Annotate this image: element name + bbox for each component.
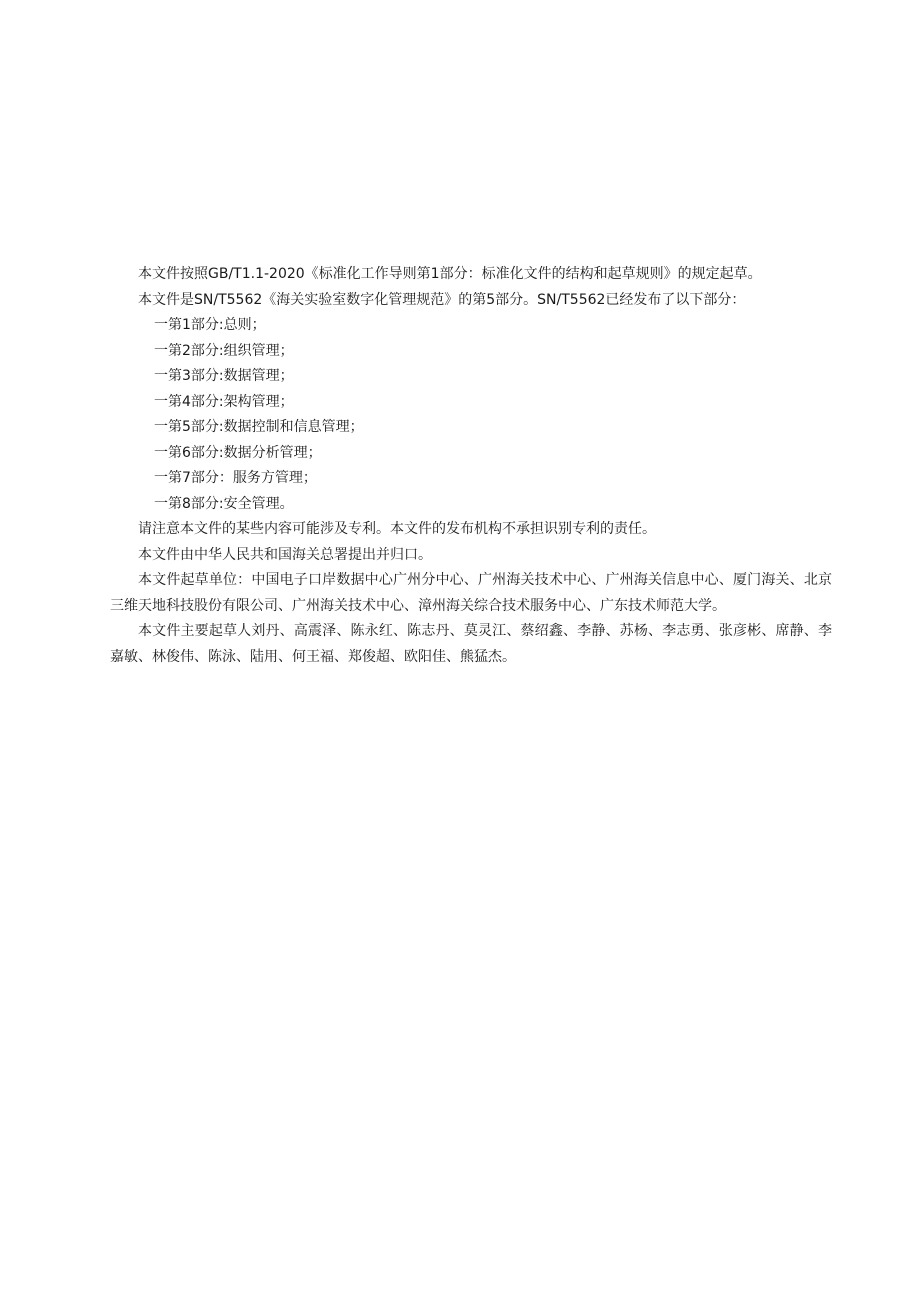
drafters-paragraph: 本文件主要起草人刘丹、高震泽、陈永红、陈志丹、莫灵江、蔡绍鑫、李静、苏杨、李志勇、张彦彬、席静、李嘉敏、林俊伟、陈泳、陆用、何王福、郑俊超、欧阳佳、熊猛杰。 bbox=[110, 623, 832, 665]
list-item: 一第3部分:数据管理； bbox=[154, 368, 294, 384]
list-item: 一第7部分：服务方管理； bbox=[154, 470, 317, 486]
drafting-rule-paragraph: 本文件按照GB/T1.1-2020《标准化工作导则第1部分：标准化文件的结构和起草规则》的规定起草。 bbox=[138, 266, 762, 282]
foreword-body bbox=[110, 262, 832, 670]
list-item: 一第4部分:架构管理； bbox=[154, 393, 294, 410]
patent-notice-paragraph: 请注意本文件的某些内容可能涉及专利。本文件的发布机构不承担识别专利的责任。 bbox=[138, 521, 656, 537]
proposer-paragraph: 本文件由中华人民共和国海关总署提出并归口。 bbox=[138, 546, 432, 563]
series-parts-paragraph: 本文件是SN/T5562《海关实验室数字化管理规范》的第5部分。SN/T5562已经发布了以下部分： bbox=[138, 291, 746, 308]
list-item: 一第6部分:数据分析管理； bbox=[154, 444, 322, 461]
list-item: 一第1部分:总则； bbox=[154, 317, 266, 333]
drafting-units-paragraph: 本文件起草单位：中国电子口岸数据中心广州分中心、广州海关技术中心、广州海关信息中心、厦门海关、北京三维天地科技股份有限公司、广州海关技术中心、漳州海关综合技术服务中心、广东技术师范大学。 bbox=[110, 572, 832, 614]
parts-list bbox=[110, 313, 832, 517]
list-item: 一第2部分:组织管理； bbox=[154, 342, 294, 359]
list-item: 一第5部分:数据控制和信息管理； bbox=[154, 419, 364, 435]
list-item: 一第8部分:安全管理。 bbox=[154, 495, 294, 512]
